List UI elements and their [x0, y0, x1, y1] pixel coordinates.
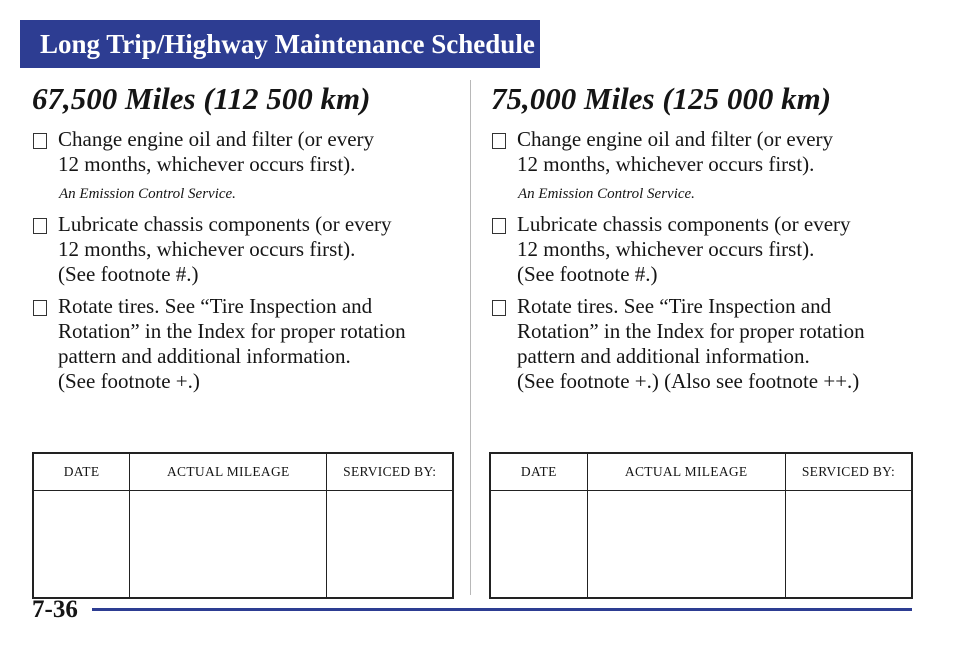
- checklist-item-chassis: [491, 212, 916, 287]
- checklist-item-oil: [491, 127, 916, 177]
- checklist-item-tires: [491, 294, 916, 394]
- date-cell[interactable]: [490, 491, 587, 599]
- header-serviced-by: SERVICED BY:: [785, 453, 912, 491]
- mileage-title: 75,000 Miles (125 000 km): [491, 81, 832, 116]
- item-line: 12 months, whichever occurs first).: [58, 152, 356, 176]
- column-divider: [470, 80, 471, 595]
- item-line: Lubricate chassis components (or every: [58, 212, 392, 236]
- checkbox: [492, 218, 506, 234]
- checklist-item-chassis: [32, 212, 457, 287]
- item-line: Rotation” in the Index for proper rotation: [58, 319, 406, 343]
- page-number: 7-36: [32, 596, 78, 623]
- item-line: pattern and additional information.: [517, 344, 810, 368]
- schedule-column-67500: [32, 80, 457, 401]
- serviced-by-cell[interactable]: [327, 491, 453, 599]
- header-actual-mileage: ACTUAL MILEAGE: [130, 453, 327, 491]
- table-header-row: [490, 453, 912, 491]
- item-line: pattern and additional information.: [58, 344, 351, 368]
- checkbox: [492, 300, 506, 316]
- checkbox: [492, 133, 506, 149]
- checkbox: [33, 300, 47, 316]
- item-line: (See footnote #.): [58, 262, 199, 286]
- table-row: [33, 491, 453, 599]
- header-serviced-by: SERVICED BY:: [327, 453, 453, 491]
- item-line: 12 months, whichever occurs first).: [58, 237, 356, 261]
- item-line: Rotate tires. See “Tire Inspection and: [58, 294, 373, 318]
- item-line: Lubricate chassis components (or every: [517, 212, 851, 236]
- item-line: 12 months, whichever occurs first).: [517, 152, 815, 176]
- item-line: Change engine oil and filter (or every: [517, 127, 834, 151]
- item-line: (See footnote +.): [58, 369, 200, 393]
- service-log-table: [32, 452, 454, 599]
- service-log-table: [489, 452, 913, 599]
- item-line: (See footnote #.): [517, 262, 658, 286]
- emission-note: An Emission Control Service.: [59, 186, 236, 202]
- checkbox: [33, 133, 47, 149]
- mileage-cell[interactable]: [587, 491, 785, 599]
- header-date: DATE: [33, 453, 130, 491]
- schedule-column-75000: [491, 80, 916, 401]
- item-line: 12 months, whichever occurs first).: [517, 237, 815, 261]
- table-header-row: [33, 453, 453, 491]
- item-line: Change engine oil and filter (or every: [58, 127, 375, 151]
- footer-rule: [92, 608, 912, 611]
- checklist-item-oil: [32, 127, 457, 177]
- header-date: DATE: [490, 453, 587, 491]
- header-actual-mileage: ACTUAL MILEAGE: [587, 453, 785, 491]
- checklist-item-tires: [32, 294, 457, 394]
- mileage-cell[interactable]: [130, 491, 327, 599]
- mileage-title: 67,500 Miles (112 500 km): [32, 81, 371, 116]
- table-row: [490, 491, 912, 599]
- item-line: Rotation” in the Index for proper rotation: [517, 319, 865, 343]
- page-header: Long Trip/Highway Maintenance Schedule: [20, 20, 540, 68]
- item-line: Rotate tires. See “Tire Inspection and: [517, 294, 832, 318]
- item-line: (See footnote +.) (Also see footnote ++.): [517, 369, 860, 393]
- checkbox: [33, 218, 47, 234]
- serviced-by-cell[interactable]: [785, 491, 912, 599]
- date-cell[interactable]: [33, 491, 130, 599]
- emission-note: An Emission Control Service.: [518, 186, 695, 202]
